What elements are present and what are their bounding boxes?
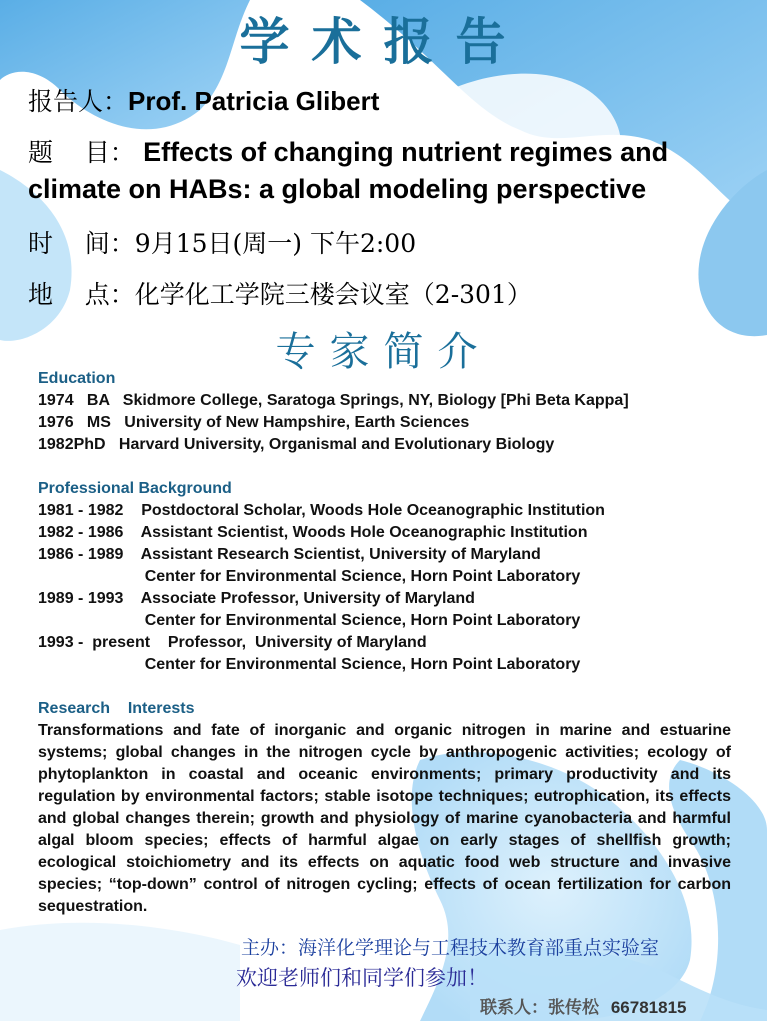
professional-line: 1993 - present Professor, University of Maryland bbox=[38, 634, 427, 651]
poster-title: 学术报告 bbox=[239, 12, 528, 71]
speaker-name: Prof. Patricia Glibert bbox=[128, 86, 380, 116]
professional-line: 1981 - 1982 Postdoctoral Scholar, Woods Hole Oceanographic Institution bbox=[38, 502, 605, 519]
professional-heading: Professional Background bbox=[38, 480, 232, 497]
education-line: 1974 BA Skidmore College, Saratoga Springs, NY, Biology [Phi Beta Kappa] bbox=[38, 392, 629, 409]
organizer-text: 主办：海洋化学理论与工程技术教育部重点实验室 bbox=[241, 937, 660, 959]
contact-info bbox=[480, 993, 686, 1018]
education-line: 1982PhD Harvard University, Organismal and Evolutionary Biology bbox=[38, 436, 555, 453]
welcome-text: 欢迎老师们和同学们参加！ bbox=[236, 966, 488, 990]
professional-line: 1982 - 1986 Assistant Scientist, Woods Hole Oceanographic Institution bbox=[38, 524, 588, 541]
professional-line: Center for Environmental Science, Horn Point Laboratory bbox=[38, 656, 581, 673]
place-row bbox=[28, 275, 532, 311]
profile-title: 专家简介 bbox=[275, 329, 492, 375]
research-heading: Research Interests bbox=[38, 700, 195, 717]
professional-line: 1986 - 1989 Assistant Research Scientist, University of Maryland bbox=[38, 546, 541, 563]
contact-label: 联系人：张传松 bbox=[480, 998, 599, 1018]
professional-line: Center for Environmental Science, Horn Point Laboratory bbox=[38, 568, 581, 585]
topic-text: Effects of changing nutrient regimes and climate on HABs: a global modeling perspective bbox=[28, 137, 669, 204]
time-value: 9月15日(周一) 下午2:00 bbox=[134, 229, 417, 258]
education-line: 1976 MS University of New Hampshire, Earth Sciences bbox=[38, 414, 470, 431]
time-label: 时 间： bbox=[28, 229, 135, 258]
education-heading: Education bbox=[38, 370, 116, 387]
place-value: 化学化工学院三楼会议室（2-301） bbox=[134, 280, 532, 309]
speaker-label: 报告人： bbox=[28, 87, 129, 116]
professional-line: 1989 - 1993 Associate Professor, University of Maryland bbox=[38, 590, 475, 607]
professional-line: Center for Environmental Science, Horn Point Laboratory bbox=[38, 612, 581, 629]
place-label: 地 点： bbox=[28, 280, 135, 309]
topic-row bbox=[28, 134, 743, 208]
speaker-row bbox=[28, 82, 379, 118]
time-row bbox=[28, 224, 416, 260]
topic-label: 题 目： bbox=[28, 138, 135, 167]
contact-phone: 66781815 bbox=[610, 998, 687, 1017]
research-text: Transformations and fate of inorganic and organic nitrogen in marine and estuarine systems; global changes in the nitrogen cycle by anthropogenic activities; ecology of phytoplankton in coastal and oceanic environments; primary productivity and its regulation by environmental factors; stable isotope techniques; eutrophication, its effects and global changes therein; growth and physiology of marine cyanobacteria and harmful algal bloom species; effects of harmful algae on early stages of shellfish growth; ecological stoichiometry and its effects on aquatic food web structure and invasive species; “top-down” control of nitrogen cycling; effects of ocean fertilization for carbon sequestration. bbox=[38, 722, 731, 915]
